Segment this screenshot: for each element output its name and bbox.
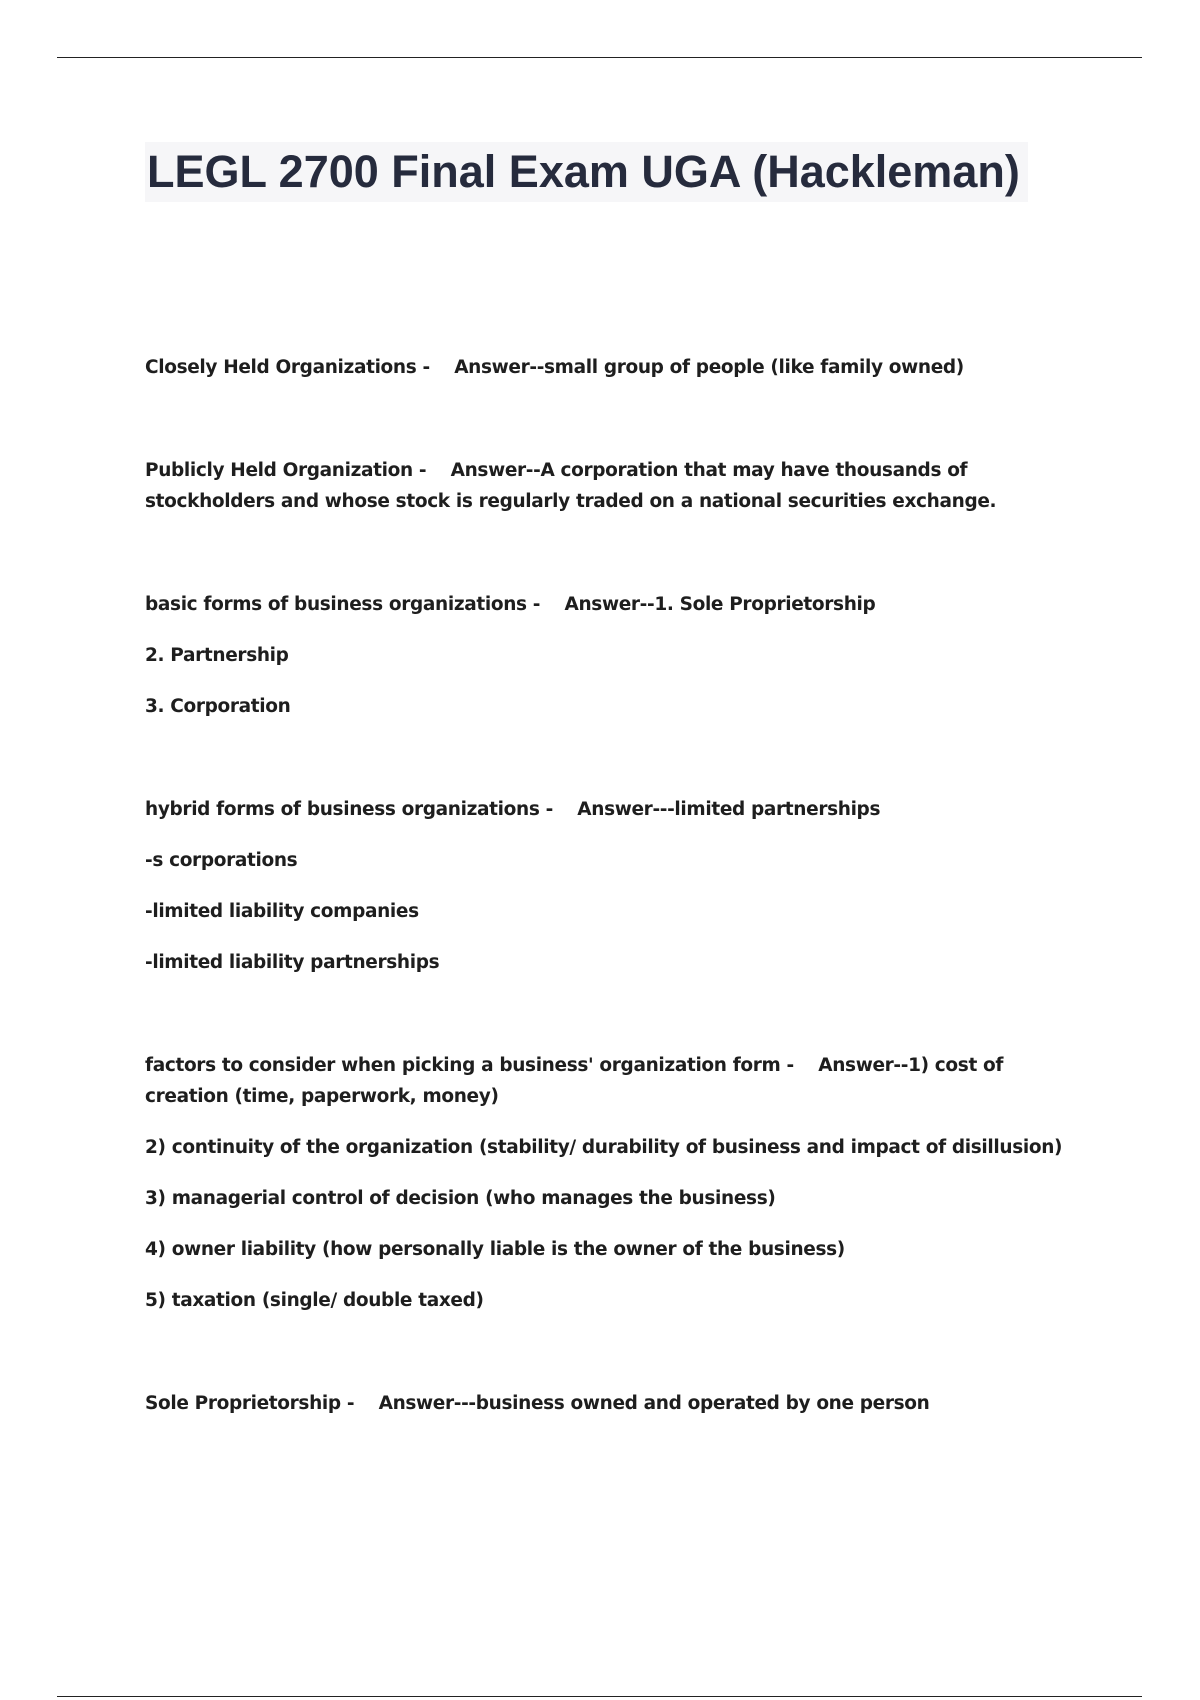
bottom-divider bbox=[57, 1696, 1142, 1697]
flashcard bbox=[145, 455, 1085, 517]
card-answer-line: 2. Partnership bbox=[145, 645, 289, 666]
card-answer: Answer---limited partnerships bbox=[577, 799, 881, 820]
card-answer: Answer--1. Sole Proprietorship bbox=[564, 594, 876, 615]
card-answer-line: -s corporations bbox=[145, 850, 298, 871]
card-term: basic forms of business organizations - bbox=[145, 594, 541, 615]
card-answer-line: 5) taxation (single/ double taxed) bbox=[145, 1290, 484, 1311]
top-divider bbox=[57, 57, 1142, 58]
flashcard bbox=[145, 1388, 1085, 1419]
card-answer: Answer--1) cost of creation (time, paperwork, money) bbox=[145, 1055, 1004, 1107]
card-term: hybrid forms of business organizations - bbox=[145, 799, 553, 820]
card-answer-line: 3) managerial control of decision (who manages the business) bbox=[145, 1188, 776, 1209]
flashcard-first-line bbox=[145, 589, 1085, 620]
card-answer-line: -limited liability companies bbox=[145, 901, 419, 922]
flashcard-first-line bbox=[145, 794, 1085, 825]
card-answer: Answer--small group of people (like family owned) bbox=[454, 357, 964, 378]
flashcard bbox=[145, 589, 1085, 722]
card-answer-line: 2) continuity of the organization (stability/ durability of business and impact of disillusion) bbox=[145, 1137, 1063, 1158]
page-title: LEGL 2700 Final Exam UGA (Hackleman) bbox=[145, 142, 1028, 202]
card-term: Closely Held Organizations - bbox=[145, 357, 430, 378]
flashcard-first-line bbox=[145, 1050, 1085, 1112]
flashcard bbox=[145, 1050, 1085, 1316]
flashcard-list bbox=[145, 352, 1085, 1419]
flashcard-first-line bbox=[145, 455, 1085, 517]
flashcard-first-line bbox=[145, 352, 1085, 383]
card-answer-line: 4) owner liability (how personally liable is the owner of the business) bbox=[145, 1239, 845, 1260]
flashcard-first-line bbox=[145, 1388, 1085, 1419]
flashcard bbox=[145, 794, 1085, 978]
flashcard bbox=[145, 352, 1085, 383]
card-term: factors to consider when picking a business' organization form - bbox=[145, 1055, 794, 1076]
card-answer: Answer--A corporation that may have thousands of stockholders and whose stock is regularly traded on a national securities exchange. bbox=[145, 460, 997, 512]
card-term: Publicly Held Organization - bbox=[145, 460, 427, 481]
card-term: Sole Proprietorship - bbox=[145, 1393, 355, 1414]
card-answer-line: 3. Corporation bbox=[145, 696, 291, 717]
card-answer-line: -limited liability partnerships bbox=[145, 952, 440, 973]
card-answer: Answer---business owned and operated by one person bbox=[378, 1393, 930, 1414]
